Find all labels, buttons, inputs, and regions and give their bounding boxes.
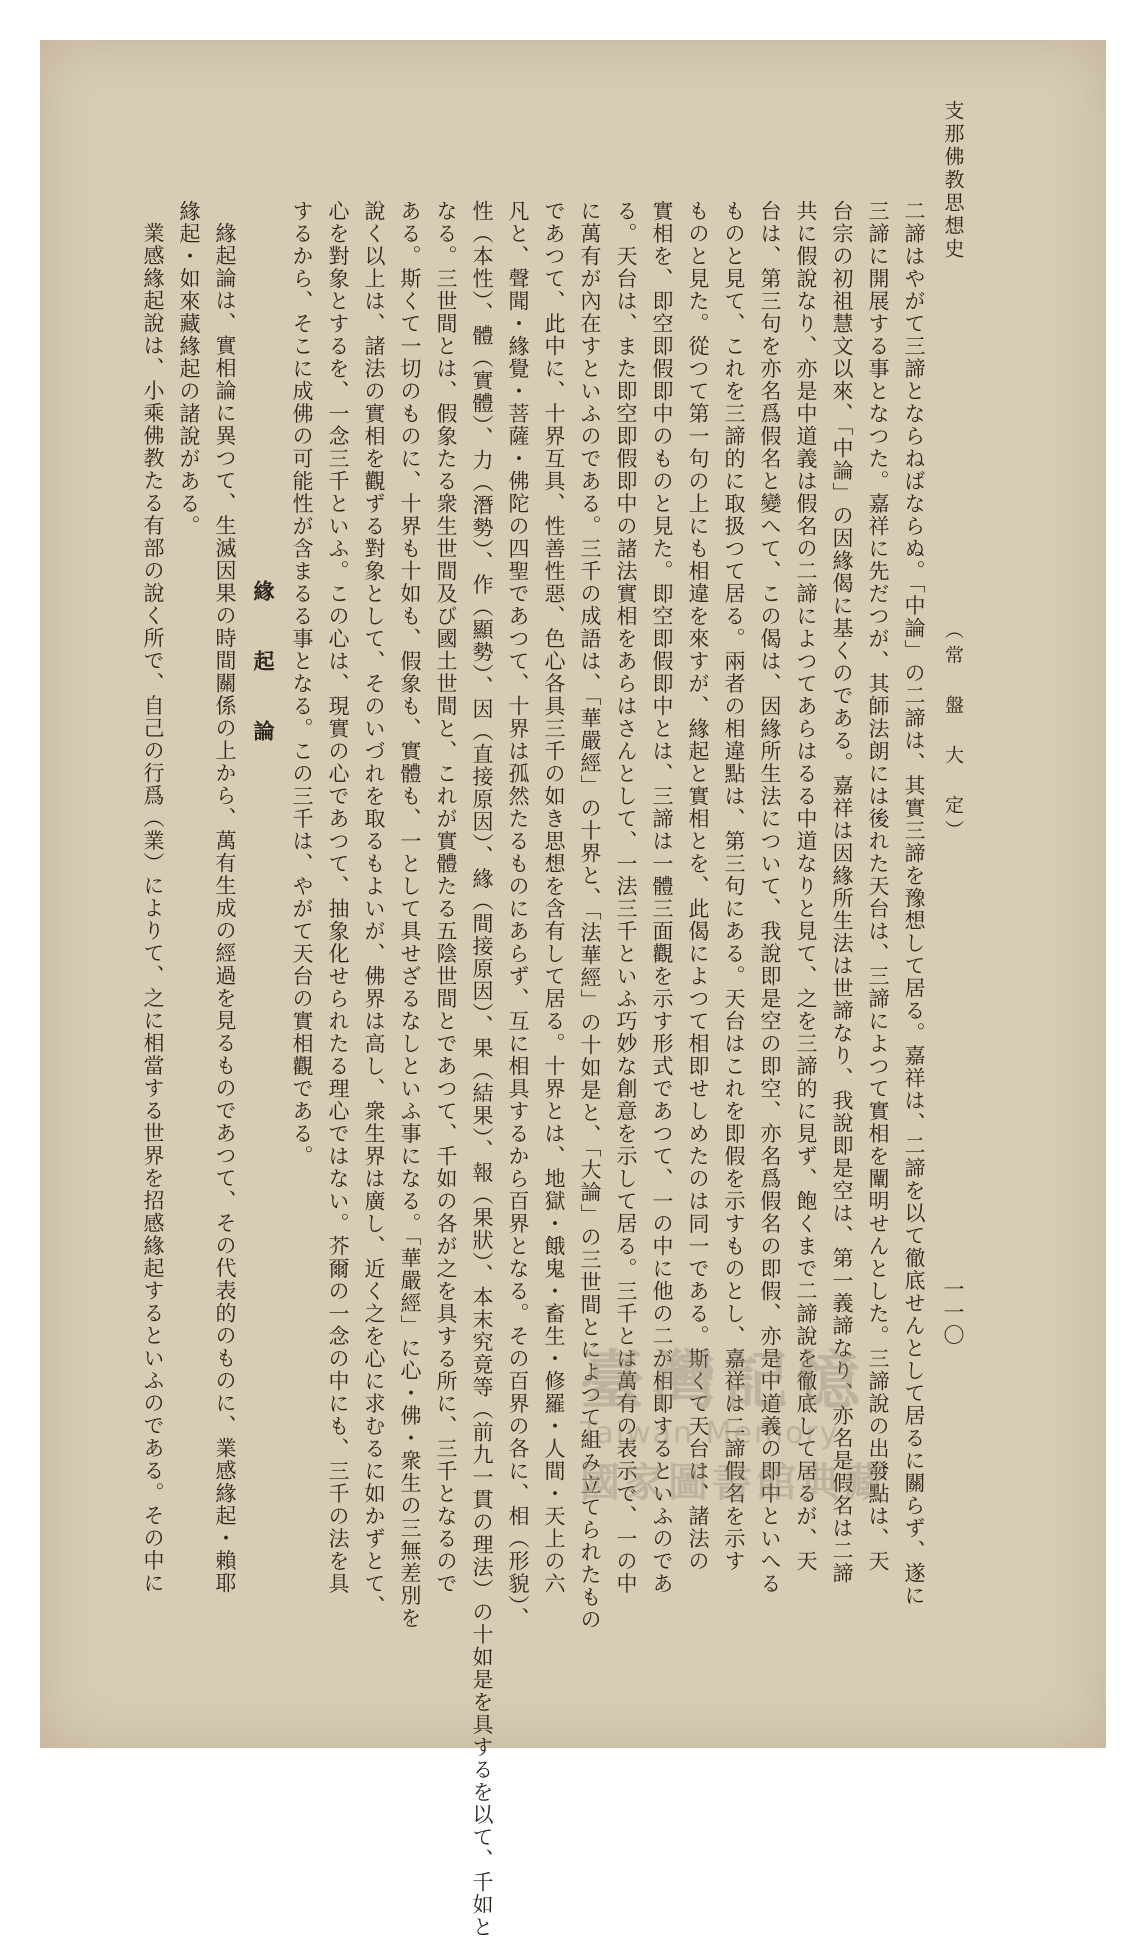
text-column: る。天台は、また即空即假即中の諸法實相をあらはさんとして、一法三千といふ巧妙な創意を示して居る。三千とは萬有の表示で、一の中 — [614, 200, 638, 1595]
book-page — [40, 40, 1106, 1939]
watermark-org: 國家圖書館典藏 — [580, 1460, 888, 1506]
text-column: 說く以上は、諸法の實相を觀ずる對象として、そのいづれを取るもよいが、佛界は高し、衆生界は廣し、近く之を心に求むるに如かずとて、 — [362, 200, 386, 1618]
text-column: であつて、此中に、十界互具、性善性惡、色心各具三千の如き思想を含有して居る。十界とは、地獄・餓鬼・畜生・修羅・人間・天上の六 — [542, 200, 566, 1595]
text-column: 凡と、聲聞・緣覺・菩薩・佛陀の四聖であつて、十界は孤然たるものにあらず、互に相具するから百界となる。その百界の各に、相（形貌）、 — [506, 200, 530, 1630]
text-column: 業感緣起說は、小乘佛教たる有部の說く所で、自己の行爲（業）によりて、之に相當する世界を招感緣起するといふのである。その中に — [141, 222, 165, 1595]
text-column: 緣起論は、實相論に異つて、生滅因果の時間關係の上から、萬有生成の經過を見るものであつて、その代表的のものに、業感緣起・賴耶 — [213, 222, 237, 1595]
running-header-title: 支那佛教思想史 — [941, 100, 965, 261]
text-column: 性（本性）、體（實體）、力（潛勢）、作（顯勢）、因（直接原因）、緣（間接原因）、果（結果）、報（果狀）、本末究竟等（前九一貫の理法）の十如是を具するを以て、千如と — [470, 200, 494, 1939]
text-column: するから、そこに成佛の可能性が含まるる事となる。この三千は、やがて天台の實相觀である。 — [290, 200, 314, 1168]
text-column: 台は、第三句を亦名爲假名と變へて、この偈は、因緣所生法について、我說即是空の即空、亦名爲假名の即假、亦是中道義の即中といへる — [758, 200, 782, 1595]
text-column: 三諦に開展する事となつた。嘉祥に先だつが、其師法朗には後れた天台は、三諦によつて實相を闡明せんとした。三諦說の出發點は、天 — [866, 200, 890, 1573]
text-column: 實相を、即空即假即中のものと見た。即空即假即中とは、三諦は一體三面觀を示す形式であつて、一の中に他の二が相即するといふのであ — [650, 200, 674, 1595]
section-heading: 緣 起 論 — [251, 580, 276, 755]
watermark-logo-text: 臺灣記憶 — [580, 1345, 868, 1419]
text-column: 緣起・如來藏緣起の諸說がある。 — [177, 200, 201, 538]
library-watermark — [580, 1330, 888, 1508]
text-column: に萬有が內在すといふのである。三千の成語は、「華嚴經」の十界と、「法華經」の十如是と、「大論」の三世間とによつて組み立てられたもの — [578, 200, 602, 1631]
text-column: 共に假說なり、亦是中道義は假名の二諦によつてあらはるる中道なりと見て、之を三諦的に見ず、飽くまで二諦說を徹底して居るが、天 — [794, 200, 818, 1573]
page-number: 一一〇 — [941, 1278, 965, 1347]
text-column: 台宗の初祖慧文以來、「中論」の因緣偈に基くのである。嘉祥は因緣所生法は世諦なり、我說即是空は、第一義諦なり、亦名是假名は二諦 — [830, 200, 854, 1585]
watermark-english: Taiwan Memory — [580, 1416, 840, 1451]
running-header-author: （常 盤 大 定） — [942, 620, 964, 845]
text-column: ものと見て、これを三諦的に取扱つて居る。兩者の相違點は、第三句にある。天台はこれを即假を示すものとし、嘉祥は二諦假名を示す — [722, 200, 746, 1573]
text-column: ある。斯くて一切のものに、十界も十如も、假象も、實體も、一として具せざるなしといふ事になる。「華嚴經」に心・佛・衆生の三無差別を — [398, 200, 422, 1630]
text-column: ものと見た。從つて第一句の上にも相違を來すが、緣起と實相とを、此偈によつて相即せしめたのは同一である。斯くて天台は、諸法の — [686, 200, 710, 1573]
text-column: 心を對象とするを、一念三千といふ。この心は、現實の心であつて、抽象化せられたる理心ではない。芥爾の一念の中にも、三千の法を具 — [326, 200, 350, 1595]
text-column: 二諦はやがて三諦とならねばならぬ。「中論」の二諦は、其實三諦を豫想して居る。嘉祥は、二諦を以て徹底せんとして居るに關らず、遂に — [902, 200, 926, 1607]
text-column: なる。三世間とは、假象たる衆生世間及び國土世間と、これが實體たる五陰世間とであつて、千如の各が之を具する所に、三千となるので — [434, 200, 458, 1595]
